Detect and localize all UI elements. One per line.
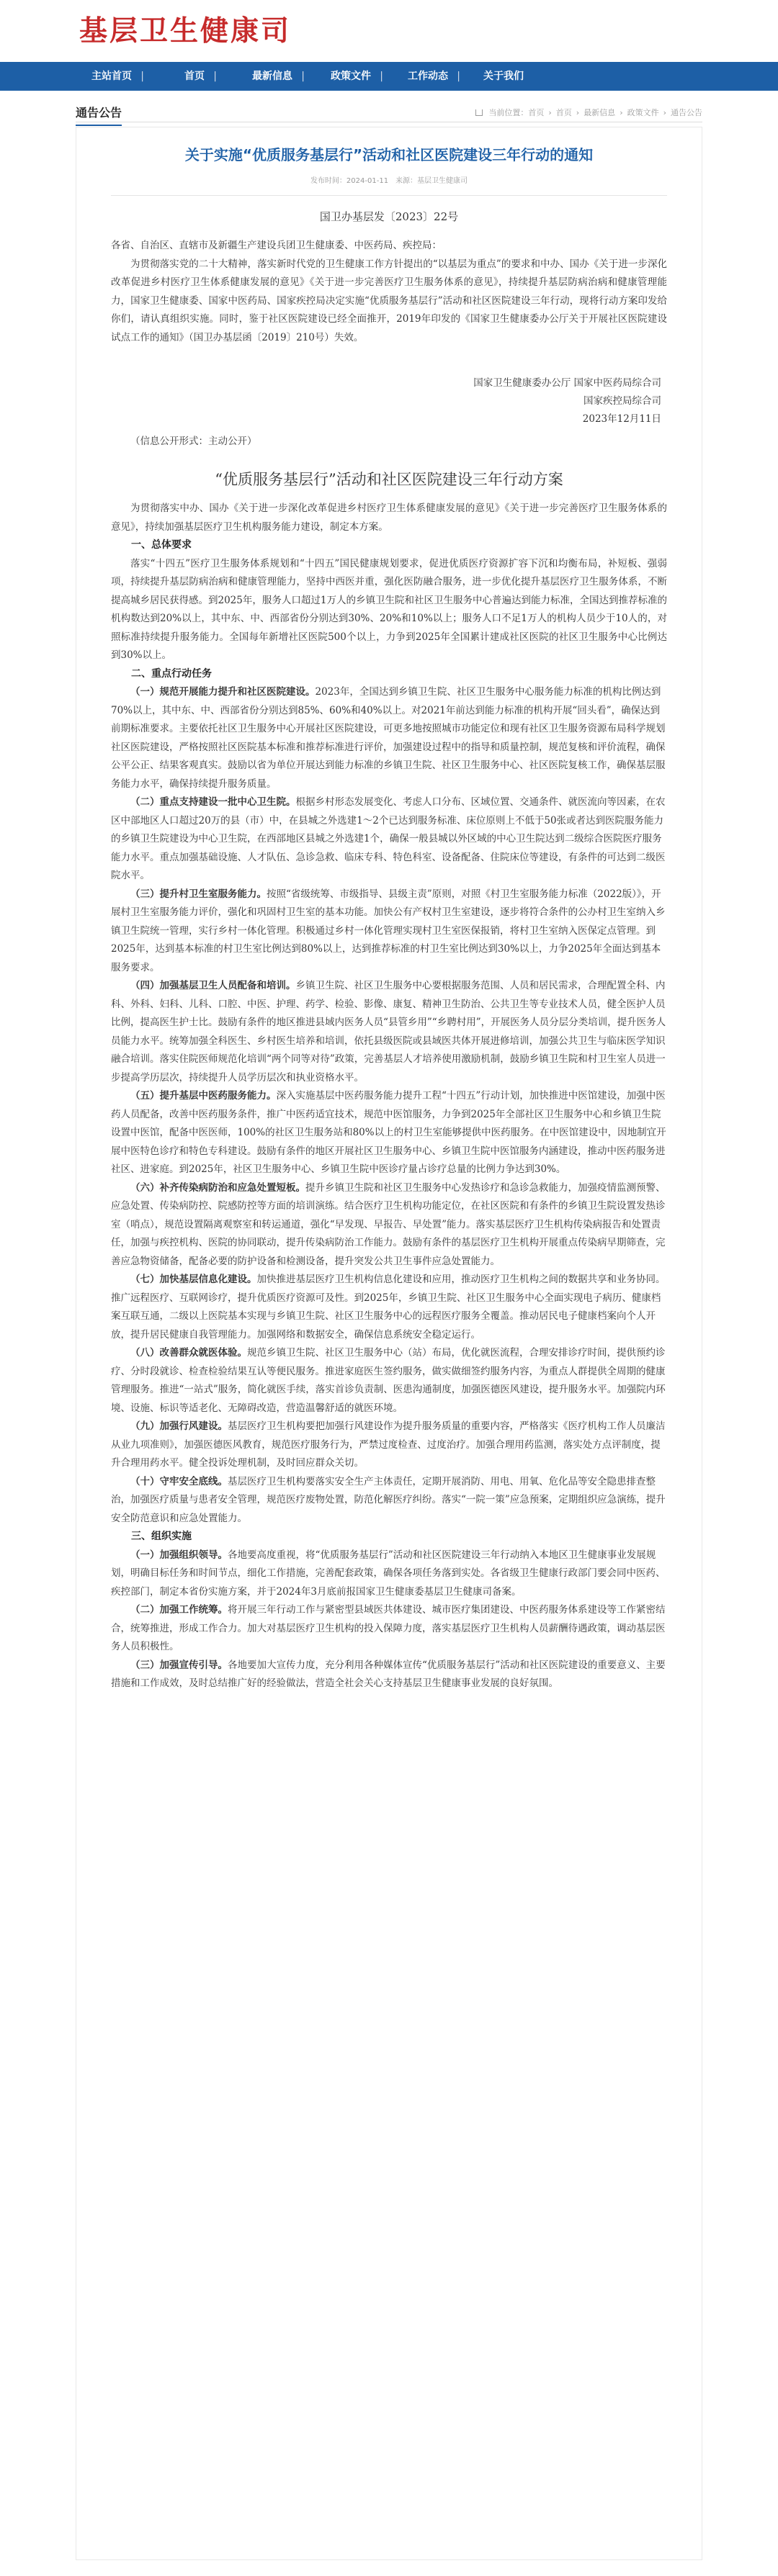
breadcrumb-notice[interactable]: 通告公告	[671, 108, 702, 117]
item-heading: （六）补齐传染病防治和应急处置短板。	[130, 1181, 305, 1194]
list-item	[111, 1344, 667, 1418]
breadcrumb-sep-icon: ›	[663, 107, 666, 117]
item-heading: （十）守牢安全底线。	[130, 1475, 228, 1487]
breadcrumb-sep-icon: ›	[548, 107, 552, 117]
breadcrumb-current: 当前位置：首页	[488, 108, 545, 117]
list-item	[111, 793, 667, 886]
nav-item-work[interactable]: 工作动态 |	[408, 62, 448, 91]
item-text: 提升乡镇卫生院和社区卫生服务中心发热诊疗和急诊急救能力，加强疫情监测预警、应急处置、传染病防控、院感防控等方面的培训演练。结合医疗卫生机构功能定位，在社区医院和有条件的乡镇卫生院设置发热诊室（哨点），规范设置隔离观察室和转运通道，强化“早发现、早报告、早处置”能力。落实基层医疗卫生机构传染病报告和处置责任，加强与疾控机构、医院的协同联动，提升传染病防治工作能力。鼓励有条件的基层医疗卫生机构开展重点传染病早期筛查，完善应急物资储备，配备必要的防护设备和检测设备，提升突发公共卫生事件应急处置能力。	[111, 1181, 666, 1267]
item-heading: （一）规范开展能力提升和社区医院建设。	[130, 686, 316, 698]
nav-item-home[interactable]: 首页 |	[184, 62, 205, 91]
item-text: 按照“省级统筹、市级指导、县级主责”原则，对照《村卫生室服务能力标准（2022版）》，开展村卫生室服务能力评价，强化和巩固村卫生室的基本功能。加快公有产权村卫生室建设，逐步将符合条件的公办村卫生室纳入乡镇卫生院统一管理，实行乡村一体化管理。积极通过乡村一体化管理实现村卫生室医保报销，将村卫生室纳入医保定点管理。到2025年，达到基本标准的村卫生室比例达到80%以上，达到推荐标准的村卫生室比例达到30%以上，力争2025年全面达到基本服务要求。	[111, 888, 666, 973]
breadcrumb-sep-icon: ›	[576, 107, 580, 117]
article-meta	[111, 174, 667, 185]
list-item	[111, 1473, 667, 1528]
list-item	[111, 1657, 667, 1693]
salutation: 各省、自治区、直辖市及新疆生产建设兵团卫生健康委、中医药局、疾控局：	[111, 240, 442, 251]
item-text: 基层医疗卫生机构要把加强行风建设作为提升服务质量的重要内容，严格落实《医疗机构工作人员廉洁从业九项准则》，加强医德医风教育，规范医疗服务行为，严禁过度检查、过度治疗。加强合理用药监测，落实处方点评制度，提升合理用药水平。健全投诉处理机制，及时回应群众关切。	[111, 1420, 666, 1469]
item-heading: （三）提升村卫生室服务能力。	[130, 888, 267, 900]
site-header	[0, 0, 778, 62]
nav-item-policy[interactable]: 政策文件 |	[331, 62, 371, 91]
item-text: 乡镇卫生院、社区卫生服务中心要根据服务范围、人员和居民需求，合理配置全科、内科、外科、妇科、儿科、口腔、中医、护理、药学、检验、影像、康复、精神卫生防治、公共卫生等专业技术人员，健全医护人员比例，提高医生护士比。鼓励有条件的地区推进县域内医务人员“县管乡用”“乡聘村用”，开展医务人员分层分类培训，提升医务人员能力水平。统筹加强全科医生、乡村医生培养和培训，依托县级医院或县域医共体开展进修培训，加强公共卫生与临床医学知识融合培训。落实住院医师规范化培训“两个同等对待”政策，完善基层人才培养使用激励机制，鼓励乡镇卫生院和村卫生室人员进一步提高学历层次，持续提升人员学历层次和执业资格水平。	[111, 980, 666, 1084]
item-text: 各地要加大宣传力度，充分利用各种媒体宣传“优质服务基层行”活动和社区医院建设的重要意义、主要措施和工作成效，及时总结推广好的经验做法，营造全社会关心支持基层卫生健康事业发展的良好氛围。	[111, 1659, 666, 1689]
divider	[111, 195, 667, 196]
item-text: 规范乡镇卫生院、社区卫生服务中心（站）布局，优化就医流程，合理安排诊疗时间，提供预约诊疗、分时段就诊、检查检验结果互认等便民服务。推进家庭医生签约服务，做实做细签约服务内容，为重点人群提供全周期的健康管理服务。推进“一站式”服务，简化就医手续，落实首诊负责制、医患沟通制度，加强医德医风建设，提升服务水平。加强院内环境、设施、标识等适老化、无障碍改造，营造温馨舒适的就医环境。	[111, 1347, 666, 1414]
breadcrumb-policy[interactable]: 政策文件	[627, 108, 659, 117]
list-item	[111, 683, 667, 793]
section-heading-3: 三、组织实施	[131, 1531, 192, 1542]
doc-number: 国卫办基层发〔2023〕22号	[319, 210, 459, 223]
article-container	[76, 127, 702, 2560]
item-heading: （一）加强组织领导。	[130, 1549, 228, 1561]
item-heading: （二）加强工作统筹。	[130, 1604, 228, 1616]
item-text: 将开展三年行动工作与紧密型县域医共体建设、城市医疗集团建设、中医药服务体系建设等工作紧密结合，统筹推进，形成工作合力。加大对基层医疗卫生机构的投入保障力度，落实基层医疗卫生机构人员薪酬待遇政策，调动基层医务人员积极性。	[111, 1604, 666, 1652]
section-title: 通告公告	[76, 104, 122, 126]
breadcrumb-home[interactable]: 首页	[555, 108, 572, 117]
list-item	[111, 1601, 667, 1657]
section-2-list	[111, 683, 667, 1528]
intro-paragraph: 为贯彻落实党的二十大精神，落实新时代党的卫生健康工作方针提出的“以基层为重点”的要求和中办、国办《关于进一步深化改革促进乡村医疗卫生体系健康发展的意见》《关于进一步完善医疗卫生服务体系的意见》，持续提升基层防病治病和健康管理能力，国家卫生健康委、国家中医药局、国家疾控局决定实施“优质服务基层行”活动和社区医院建设三年行动，现将行动方案印发给你们，请认真组织实施。同时，鉴于社区医院建设已经全面推开，2019年印发的《国家卫生健康委办公厅关于开展社区医院建设试点工作的通知》（国卫办基层函〔2019〕210号）失效。	[111, 258, 667, 343]
plan-title: “优质服务基层行”活动和社区医院建设三年行动方案	[215, 471, 563, 488]
item-heading: （二）重点支持建设一批中心卫生院。	[130, 796, 296, 808]
intro-block	[111, 237, 667, 347]
list-item	[111, 886, 667, 978]
section-1-text: 落实“十四五”医疗卫生服务体系规划和“十四五”国民健康规划要求，促进优质医疗资源扩容下沉和均衡布局，补短板、强弱项，持续提升基层防病治病和健康管理能力，坚持中西医并重，强化医防融合服务，进一步优化提升基层医疗卫生服务体系，不断提高城乡居民获得感。到2025年，服务人口超过1万人的乡镇卫生院和社区卫生服务中心普遍达到能力标准，全国达到推荐标准的机构数达到20%以上，其中东、中、西部省份分别达到30%、20%和10%以上；服务人口不足1万人的机构人员少于10人的，对照标准持续提升服务能力。全国每年新增社区医院500个以上，力争到2025年全国累计建成社区医院的社区卫生服务中心比例达到30%以上。	[111, 557, 667, 661]
item-text: 各地要高度重视，将“优质服务基层行”活动和社区医院建设三年行动纳入本地区卫生健康事业发展规划，明确目标任务和时间节点，细化工作措施，完善配套政策，确保各项任务落到实处。各省级卫生健康行政部门要会同中医药、疾控部门，制定本省份实施方案，并于2024年3月底前报国家卫生健康委基层卫生健康司备案。	[111, 1549, 666, 1598]
signature-org-2: 国家疾控局综合司	[584, 395, 661, 407]
breadcrumb-latest[interactable]: 最新信息	[584, 108, 616, 117]
article-date: 发布时间：2024-01-11	[310, 177, 389, 185]
section-3-list	[111, 1546, 667, 1693]
nav-item-latest[interactable]: 最新信息 |	[252, 62, 292, 91]
signature-org-1: 国家卫生健康委办公厅 国家中医药局综合司	[473, 377, 661, 389]
list-item	[111, 1087, 667, 1179]
section-heading-1: 一、总体要求	[131, 539, 192, 551]
home-icon	[475, 109, 483, 116]
item-heading: （八）改善群众就医体验。	[130, 1347, 247, 1359]
article-source: 来源：基层卫生健康司	[395, 177, 468, 185]
plan-intro: 为贯彻落实中办、国办《关于进一步深化改革促进乡村医疗卫生体系健康发展的意见》《关于进一步完善医疗卫生服务体系的意见》，持续加强基层医疗卫生机构服务能力建设，制定本方案。	[111, 503, 667, 533]
item-heading: （三）加强宣传引导。	[130, 1659, 228, 1671]
article-title: 关于实施“优质服务基层行”活动和社区医院建设三年行动的通知	[184, 146, 594, 163]
item-heading: （九）加强行风建设。	[130, 1420, 228, 1432]
item-text: 2023年，全国达到乡镇卫生院、社区卫生服务中心服务能力标准的机构比例达到70%以上，其中东、中、西部省份分别达到85%、60%和40%以上。对2021年前达到能力标准的机构开展“回头看”，确保达到前期标准要求。主要依托社区卫生服务中心开展社区医院建设，可更多地按照城市功能定位和现有社区卫生服务资源布局科学规划社区医院建设，严格按照社区医院基本标准和推荐标准进行评价，加强建设过程中的指导和质量控制，规范复核和评价流程，确保公平公正、结果客观真实。鼓励以省为单位开展达到能力标准的乡镇卫生院、社区卫生服务中心、社区医院复核工作，确保基层服务能力水平，确保持续提升服务质量。	[111, 686, 666, 790]
list-item	[111, 1418, 667, 1473]
item-text: 基层医疗卫生机构要落实安全生产主体责任，定期开展消防、用电、用氧、危化品等安全隐患排查整治，加强医疗质量与患者安全管理，规范医疗废物处置，防范化解医疗纠纷。落实“一院一策”应急预案，定期组织应急演练，提升安全防范意识和应急处置能力。	[111, 1475, 666, 1524]
signature-date: 2023年12月11日	[582, 413, 661, 425]
nav-item-about[interactable]: 关于我们	[483, 71, 524, 82]
disclosure-note: （信息公开形式：主动公开）	[130, 436, 257, 447]
list-item	[111, 977, 667, 1087]
list-item	[111, 1271, 667, 1344]
item-heading: （七）加快基层信息化建设。	[130, 1274, 257, 1285]
item-text: 深入实施基层中医药服务能力提升工程“十四五”行动计划，加快推进中医馆建设，加强中医药人员配备，改善中医药服务条件，推广中医药适宜技术，规范中医馆服务，力争到2025年全部社区卫生服务中心和乡镇卫生院设置中医馆，配备中医医师，100%的社区卫生服务站和80%以上的村卫生室能够提供中医药服务。在中医馆建设中，因地制宜开展中医特色诊疗和特色专科建设。鼓励有条件的地区开展社区卫生服务中心、乡镇卫生院中医馆服务内涵建设，推动中医药服务进社区、进家庭。到2025年，社区卫生服务中心、乡镇卫生院中医诊疗量占诊疗总量的比例力争达到30%。	[111, 1090, 666, 1175]
breadcrumb-sep-icon: ›	[620, 107, 623, 117]
signature-block	[111, 374, 667, 428]
item-heading: （五）提升基层中医药服务能力。	[130, 1090, 277, 1102]
item-text: 加快推进基层医疗卫生机构信息化建设和应用，推动医疗卫生机构之间的数据共享和业务协同。推广远程医疗、互联网诊疗，提升优质医疗资源可及性。到2025年，乡镇卫生院、社区卫生服务中心全面实现电子病历、健康档案互联互通，二级以上医院基本实现与乡镇卫生院、社区卫生服务中心的远程医疗服务全覆盖。推动居民电子健康档案向个人开放，提升居民健康自我管理能力。加强网络和数据安全，确保信息系统安全稳定运行。	[111, 1274, 666, 1341]
list-item	[111, 1546, 667, 1602]
item-text: 根据乡村形态发展变化、考虑人口分布、区域位置、交通条件、就医流向等因素，在农区中部地区人口超过20万的县（市）中，在县城之外选建1～2个已达到服务标准、床位原则上不低于50张或者达到医院服务能力的乡镇卫生院建设为中心卫生院，在西部地区县城之外选建1个，确保一般县城以外区域的中心卫生院达到二级综合医院医疗服务能力水平。重点加强基础设施、人才队伍、急诊急救、临床专科、特色科室、设备配备、住院床位等建设，有条件的可达到二级医院水平。	[111, 796, 666, 881]
breadcrumb	[475, 107, 702, 118]
nav-item-main-home[interactable]: 主站首页 |	[91, 62, 132, 91]
list-item	[111, 1179, 667, 1271]
site-logo[interactable]: 基层卫生健康司	[79, 15, 292, 48]
section-heading-2: 二、重点行动任务	[131, 667, 212, 680]
section-bar	[76, 101, 702, 122]
item-heading: （四）加强基层卫生人员配备和培训。	[130, 980, 296, 991]
main-nav	[0, 62, 778, 91]
